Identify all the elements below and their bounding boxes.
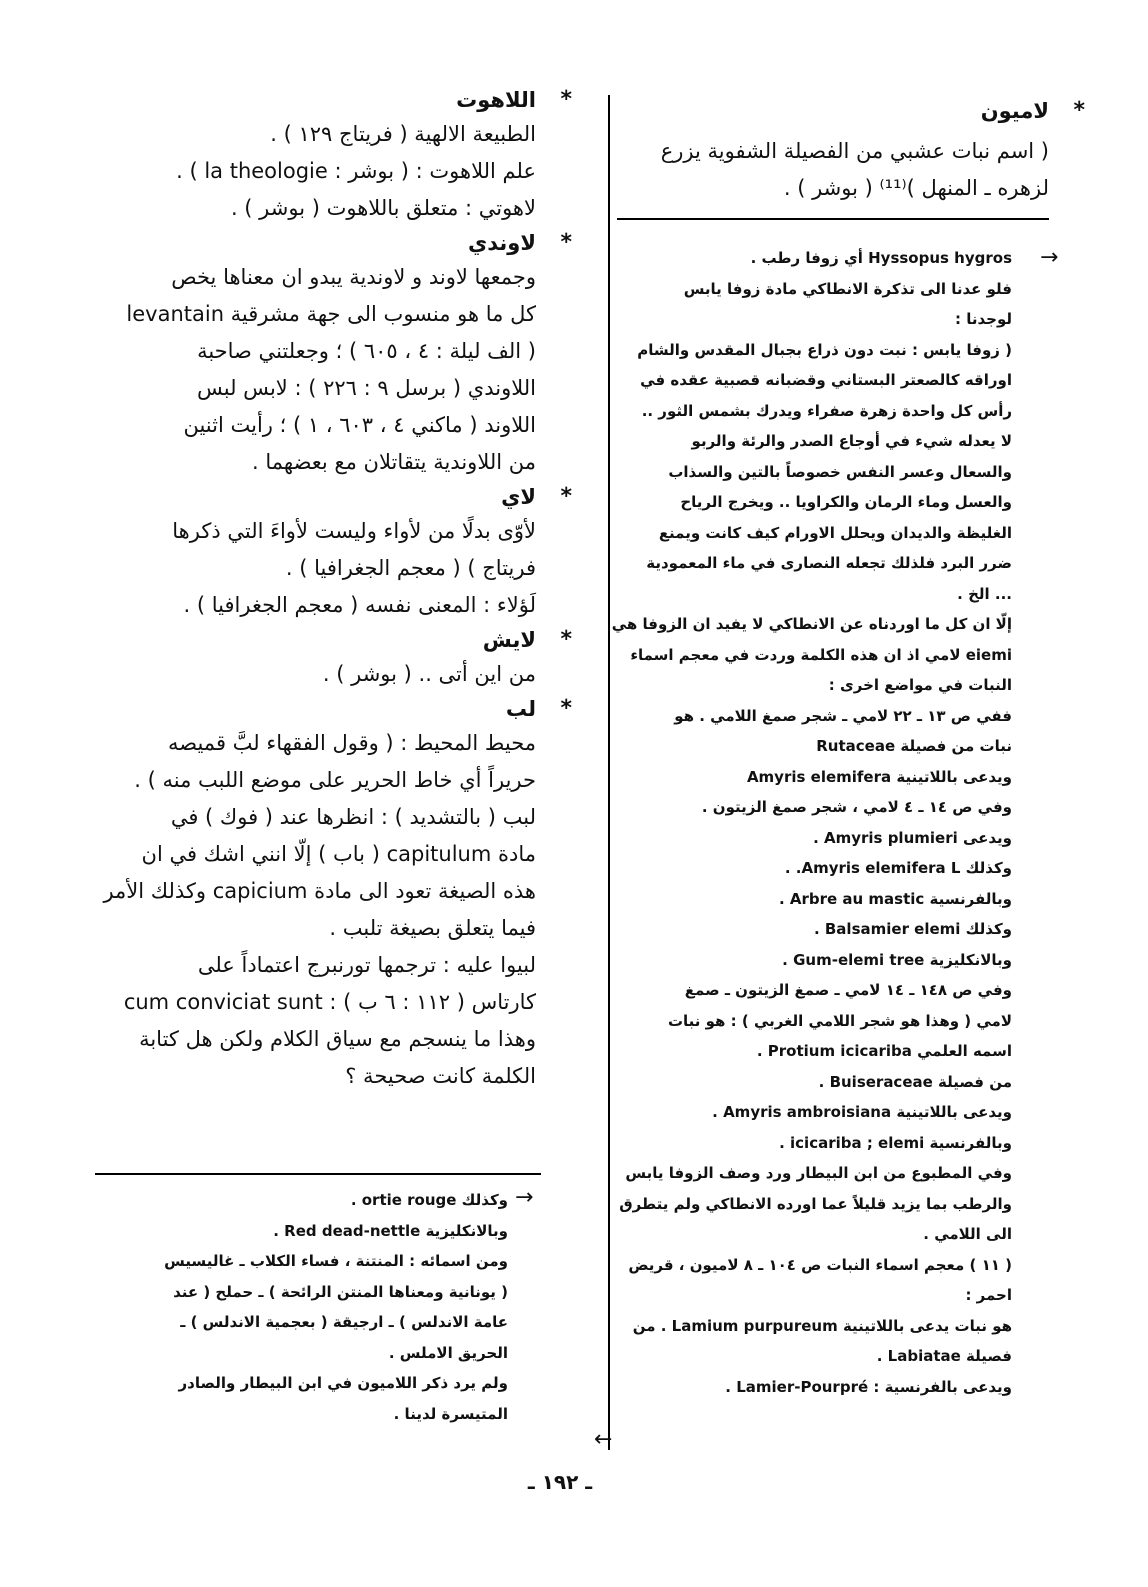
footnote-line: ( زوفا يابس : نبت دون ذراع بجبال المقدس والشام	[637, 340, 1012, 359]
entry-title: لاي	[501, 485, 536, 509]
footnote-line: الحريق الاملس .	[388, 1343, 508, 1362]
footnote-line: ففي ص ١٣ ـ ٢٢ لامي ـ شجر صمغ اللامي . هو	[674, 706, 1012, 725]
footnote-line: وكذلك ortie rouge .	[350, 1191, 508, 1209]
footnote-line: احمر :	[965, 1286, 1012, 1304]
text-line: علم اللاهوت : ( بوشر : la theologie ) .	[176, 159, 536, 183]
footnote-line: هو نبات يدعى باللاتينية Lamium purpureum . من	[632, 1316, 1012, 1335]
footnote-line: ويدعى باللاتينية Amyris ambroisiana .	[712, 1103, 1012, 1121]
right-column	[617, 95, 1085, 207]
text-line: لزهره ـ المنهل )⁽¹¹⁾ ( بوشر ) .	[783, 176, 1049, 200]
entry-head	[98, 84, 572, 116]
entry-title: لب	[505, 697, 536, 721]
asterisk-icon: *	[560, 484, 572, 509]
footnote-line: عامة الاندلس ) ـ ارجيقة ( بعجمية الاندلس ) ـ	[180, 1313, 508, 1331]
text-line: ( اسم نبات عشبي من الفصيلة الشفوية يزرع	[660, 139, 1049, 163]
footnote-line: eiemi لامي اذ ان هذه الكلمة وردت في معجم اسماء	[630, 645, 1012, 664]
footnote-line: ويدعى Amyris plumieri .	[813, 828, 1012, 847]
text-line: لبب ( بالتشديد ) : انظرها عند ( فوك ) في	[170, 805, 536, 829]
entry-title: اللاهوت	[456, 88, 536, 112]
footnote-line: وبالانكليزية Red dead-nettle .	[273, 1221, 508, 1240]
text-line: الطبيعة الالهية ( فريتاج ١٢٩ ) .	[270, 122, 536, 146]
text-line: من اين أتى .. ( بوشر ) .	[322, 662, 536, 686]
back-arrow-icon: ←	[594, 1427, 613, 1452]
text-line: اللاوندي ( برسل ٩ : ٢٢٦ ) : لابس لبس	[197, 376, 536, 400]
footnote-line: والسعال وعسر النفس خصوصاً بالتين والسذاب	[668, 462, 1012, 481]
footnote-line: وبالفرنسية Arbre au mastic .	[778, 889, 1012, 908]
text-line: وهذا ما ينسجم مع سياق الكلام ولكن هل كتابة	[139, 1027, 536, 1051]
entry-title: لاوندي	[468, 231, 536, 255]
footnote-line: وبالانكليزية Gum-elemi tree .	[782, 950, 1012, 969]
left-footnotes	[98, 1185, 508, 1429]
entry-head	[98, 227, 572, 259]
footnote-line: والعسل وماء الرمان والكراويا .. ويخرج الرياح	[680, 493, 1012, 511]
text-line: اللاوند ( ماكني ٤ ، ٦٠٣ ، ١ ) ؛ رأيت اثنين	[183, 413, 536, 437]
entry-head	[98, 693, 572, 725]
page-number: ـ ١٩٢ ـ	[527, 1470, 593, 1494]
text-line: حريراً أي خاط الحرير على موضع اللبب منه ) .	[134, 768, 536, 792]
asterisk-icon: *	[560, 696, 572, 721]
footnote-line: لا يعدله شيء في أوجاع الصدر والرئة والربو	[691, 432, 1012, 450]
footnote-line: وكذلك Amyris elemifera L. .	[784, 859, 1012, 877]
footnote-line: اسمه العلمي Protium icicariba .	[756, 1042, 1012, 1060]
footnote-line: الغليظة والديدان ويحلل الاورام كيف كانت ويمنع	[658, 523, 1012, 542]
text-line: هذه الصيغة تعود الى مادة capicium وكذلك الأمر	[103, 879, 536, 903]
footnote-line: اوراقه كالصعتر البستاني وقضبانه قصبية عقده في	[640, 371, 1012, 389]
footnote-line: ( ١١ ) معجم اسماء النبات ص ١٠٤ ـ ٨ لاميون ، قريض	[628, 1255, 1012, 1274]
text-line: فيما يتعلق بصيغة تلبب .	[329, 916, 536, 940]
text-line: كارتاس ( ١١٢ : ٦ ب ) : cum conviciat sunt	[123, 990, 536, 1014]
continue-arrow-icon: →	[515, 1185, 534, 1210]
footnote-line: لامي ( وهذا هو شجر اللامي الغربي ) : هو نبات	[667, 1011, 1012, 1030]
footnote-line: Hyssopus hygros أي زوفا رطب .	[750, 249, 1012, 267]
footnote-line: ولم يرد ذكر اللاميون في ابن البيطار والصادر	[178, 1374, 508, 1392]
text-line: وجمعها لاوند و لاوندية يبدو ان معناها يخص	[171, 265, 536, 289]
text-line: كل ما هو منسوب الى جهة مشرقية levantain	[126, 302, 536, 326]
text-line: محيط المحيط : ( وقول الفقهاء لبَّ قميصه	[168, 731, 536, 755]
footnote-line: وفي المطبوع من ابن البيطار ورد وصف الزوفا يابس	[625, 1164, 1012, 1182]
entry-title: لاميون	[980, 99, 1049, 123]
entry-head	[98, 481, 572, 513]
footnote-line: فصيلة Labiatae .	[876, 1347, 1012, 1365]
text-line: من اللاوندية يتقاتلان مع بعضهما .	[252, 450, 536, 474]
text-line: ( الف ليلة : ٤ ، ٦٠٥ ) ؛ وجعلتني صاحبة	[197, 339, 536, 363]
footnote-line: ويدعى بالفرنسية : Lamier-Pourpré .	[725, 1377, 1012, 1396]
text-line: لَؤلاء : المعنى نفسه ( معجم الجغرافيا ) .	[183, 593, 536, 617]
asterisk-icon: *	[560, 627, 572, 652]
footnote-rule-right	[617, 218, 1049, 220]
asterisk-icon: *	[560, 87, 572, 112]
footnote-line: ضرر البرد فلذلك تجعله النصارى في ماء المعمودية	[646, 554, 1012, 572]
footnote-rule-left	[95, 1173, 541, 1175]
right-footnotes	[611, 243, 1012, 1402]
text-line: لاهوتي : متعلق باللاهوت ( بوشر ) .	[230, 196, 536, 220]
continue-arrow-icon: →	[1040, 245, 1059, 270]
entry-title: لايش	[482, 628, 536, 652]
footnote-line: لوجدنا :	[955, 310, 1012, 328]
text-line: فريتاج ) ( معجم الجغرافيا ) .	[285, 556, 536, 580]
footnote-line: ويدعى باللاتينية Amyris elemifera	[746, 767, 1012, 786]
footnote-line: الى اللامي .	[923, 1225, 1012, 1243]
footnote-line: إلّا ان كل ما اوردناه عن الانطاكي لا يفيد ان الزوفا هي	[611, 615, 1012, 633]
left-column	[98, 84, 572, 1095]
asterisk-icon: *	[1073, 98, 1085, 123]
footnote-line: من فصيلة Buiseraceae .	[818, 1072, 1012, 1091]
asterisk-icon: *	[560, 230, 572, 255]
footnote-line: وفي ص ١٤ ـ ٤ لامي ، شجر صمغ الزيتون .	[701, 798, 1012, 816]
column-divider	[608, 95, 610, 1450]
text-line: لبيوا عليه : ترجمها تورنبرج اعتماداً على	[197, 953, 536, 977]
footnote-line: النبات في مواضع اخرى :	[828, 676, 1012, 694]
footnote-line: نبات من فصيلة Rutaceae	[816, 737, 1012, 755]
footnote-line: المتيسرة لدينا .	[393, 1404, 508, 1423]
entry-head-lamiyun	[617, 95, 1085, 127]
footnote-line: رأس كل واحدة زهرة صفراء ويدرك بشمس الثور ..	[641, 401, 1012, 420]
footnote-line: ( يونانية ومعناها المنتن الرائحة ) ـ حملح ( عند	[173, 1282, 508, 1301]
footnote-line: فلو عدنا الى تذكرة الانطاكي مادة زوفا يابس	[683, 279, 1012, 298]
footnote-line: ... الخ .	[957, 584, 1012, 603]
text-line: مادة capitulum ( باب ) إلّا انني اشك في ان	[141, 842, 536, 866]
footnote-line: ومن اسمائه : المنتنة ، فساء الكلاب ـ غاليسيس	[164, 1252, 508, 1270]
footnote-line: والرطب بما يزيد قليلاً عما اورده الانطاكي ولم يتطرق	[619, 1194, 1012, 1213]
text-line: لأوّى بدلًا من لأواء وليست لأواءَ التي ذكرها	[172, 519, 536, 543]
footnote-line: وفي ص ١٤٨ ـ ١٤ لامي ـ صمغ الزيتون ـ صمغ	[684, 981, 1012, 999]
text-line: الكلمة كانت صحيحة ؟	[345, 1064, 536, 1088]
footnote-line: وكذلك Balsamier elemi .	[813, 920, 1012, 938]
entry-head	[98, 624, 572, 656]
footnote-line: وبالفرنسية icicariba ; elemi .	[779, 1133, 1012, 1152]
